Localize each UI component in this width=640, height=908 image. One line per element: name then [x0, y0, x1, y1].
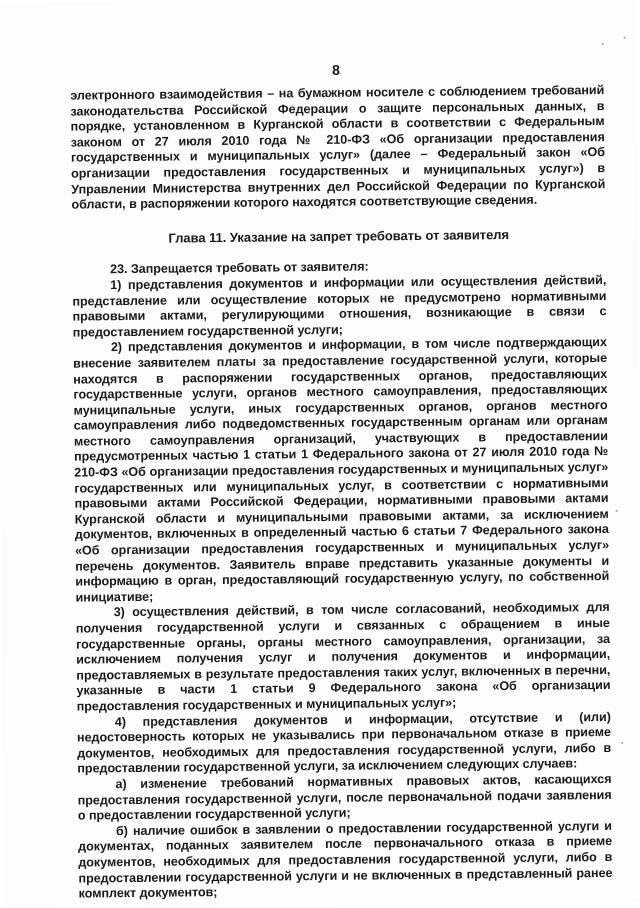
- page-number: 8: [332, 61, 340, 78]
- scan-speck: [602, 43, 604, 45]
- chapter-heading: Глава 11. Указание на запрет требовать от заявителя: [168, 226, 510, 246]
- paragraph-subitem-3: 3) осуществления действий, в том числе согласований, необходимых для получения государственной услуги и связанных с обращением в иные государственные органы, органы местного самоуправления, организации, за исключением получения услуг и получения документов и информации, предоставляемых в результате предоставления таких услуг, включенных в перечни, указанные в части 1 статьи 9 Федерального закона «Об организации предоставления государственных и муниципальных услуг»;: [75, 600, 611, 714]
- scan-speck: [616, 510, 618, 512]
- scan-speck: [624, 37, 626, 39]
- scan-speck: [621, 742, 623, 744]
- paragraph-subitem-2: 2) представления документов и информации, в том числе подтверждающих внесение заявителем платы за предоставление государственной услуги, которые находятся в распоряжении государственных органов, предоставляющих государственные услуги, органов местного самоуправления, предоставляющих муниципальные услуги, иных государственных органов, органов местного самоуправления либо подведомственных государственным органам или органам местного самоуправления организаций, участвующих в предоставлении предусмотренных частью 1 статьи 1 Федерального закона от 27 июля 2010 года № 210-ФЗ «Об организации предоставления государственных и муниципальных услуг» государственных или муниципальных услуг, в соответствии с нормативными правовыми актами Российской Федерации, нормативными правовыми актами Курганской области и муниципальными правовыми актами, за исключением документов, включенных в определенный частью 6 статьи 7 Федерального закона «Об организации предоставления государственных и муниципальных услуг» перечень документов. Заявитель вправе представить указанные документы и информацию в орган, предоставляющий государственную услугу, по собственной инициативе;: [73, 335, 610, 605]
- paragraph-subitem-b: б) наличие ошибок в заявлении о предоставлении государственной услуги и документах, поданных заявителем после первоначального отказа в приеме документов, необходимых для предоставления государственной услуги, либо в предоставлении государственной услуги и не включенных в представленный ранее комплект документов;: [78, 818, 613, 901]
- paragraph-subitem-1: 1) представления документов и информации или осуществления действий, представление или осуществление которых не предусмотрено нормативными правовыми актами, регулирующими отношения, возникающие в связи с предоставлением государственной услуги;: [72, 272, 607, 340]
- paragraph-continuation: электронного взаимодействия – на бумажном носителе с соблюдением требований законодательства Российской Федерации о защите персональных данных, в порядке, установленном в Курганской области в соответствии с Федеральным законом от 27 июля 2010 года № 210-ФЗ «Об организации предоставления государственных и муниципальных услуг» (далее – Федеральный закон «Об организации предоставления государственных и муниципальных услуг») в Управлении Министерства внутренних дел Российской Федерации по Курганской области, в распоряжении которого находятся соответствующие сведения.: [70, 83, 606, 212]
- paragraph-subitem-a: а) изменение требований нормативных правовых актов, касающихся предоставления государственной услуги, после первоначальной подачи заявления о предоставлении государственной услуги;: [77, 771, 612, 823]
- paragraph-item-23: 23. Запрещается требовать от заявителя:: [110, 259, 369, 277]
- document-body: [70, 83, 612, 902]
- paragraph-subitem-4: 4) представления документов и информации, отсутствие и (или) недостоверность которых не указывались при первоначальном отказе в приеме документов, необходимых для предоставления государственной услуги, либо в предоставлении государственной услуги, за исключением следующих случаев:: [76, 709, 612, 776]
